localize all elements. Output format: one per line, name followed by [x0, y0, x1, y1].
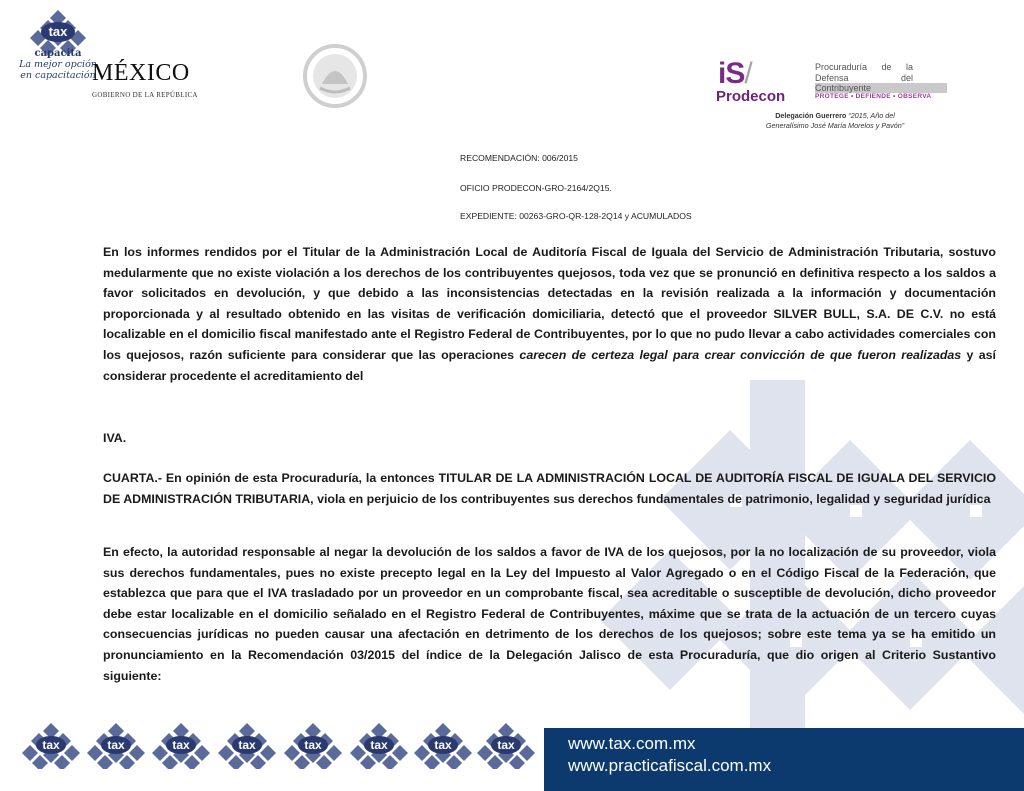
expediente-ref: EXPEDIENTE: 00263-GRO-QR-128-2Q14 y ACUMULADOS	[460, 211, 692, 221]
footer-tax-logo	[87, 721, 145, 769]
footer-logo-label: tax	[370, 738, 388, 752]
footer-tax-logo	[218, 721, 276, 769]
footer-tax-logo	[22, 721, 80, 769]
prodecon-is-logo	[718, 57, 752, 91]
prodecon-tagline: PROTEGE • DEFIENDE • OBSERVA	[815, 93, 932, 100]
delegacion-line2: Generalísimo José María Morelos y Pavón”	[765, 121, 905, 130]
tax-logo-caption	[18, 48, 98, 81]
oficio-ref: OFICIO PRODECON-GRO-2164/2Q15.	[460, 183, 612, 193]
delegacion-note	[740, 111, 930, 131]
tax-logo-word: capacita	[34, 48, 82, 59]
footer-tax-logo	[152, 721, 210, 769]
footer-url-practicafiscal[interactable]: www.practicafiscal.com.mx	[568, 756, 772, 775]
tax-logo-tagline-1: La mejor opción	[19, 59, 97, 70]
delegacion-rest: “2015, Año del	[846, 111, 895, 120]
footer-logo-label: tax	[434, 738, 452, 752]
paragraph-cuarta: CUARTA.- En opinión de esta Procuraduría, la entonces TITULAR DE LA ADMINISTRACIÓN LOCAL DE AUDITORÍA FISCAL DE IGUALA DEL SERVICIO DE ADMINISTRACIÓN TRIBUTARIA, viola en perjuicio de los contribuyentes sus derechos fundamentales de patrimonio, legalidad y seguridad jurídica	[103, 471, 996, 506]
paragraph-informes-a: En los informes rendidos por el Titular de la Administración Local de Auditoría Fiscal de Iguala del Servicio de Administración Tributaria, sostuvo medularmente que no existe violación a los derechos de los contribuyentes quejosos, toda vez que se pronunció en definitiva respecto a los saldos a favor solicitados en devolución, y que debido a las inconsistencias detectadas en la revisión realizada a la información y documentación proporcionada y al resultado obtenido en las visitas de verificación domiciliaria, detectó que el proveedor SILVER BULL, S.A. DE C.V. no está localizable en el domicilio fiscal manifestado ante el Registro Federal de Contribuyentes, por lo que no pudo llevar a cabo actividades comerciales con los quejosos, razón suficiente para considerar que las operaciones	[103, 245, 996, 362]
footer-tax-logo	[284, 721, 342, 769]
footer-logo-label: tax	[304, 738, 322, 752]
paragraph-informes-italic: carecen de certeza legal para crear convicción de que fueron realizadas	[519, 347, 962, 362]
gobierno-subtitle: GOBIERNO DE LA REPÚBLICA	[92, 91, 198, 99]
recomendacion-ref: RECOMENDACIÓN: 006/2015	[460, 153, 578, 163]
paragraph-informes	[103, 242, 996, 386]
prodecon-description: Procuraduría de la Defensa del Contribuyente	[815, 62, 913, 93]
footer-logo-label: tax	[238, 738, 256, 752]
prodecon-slash: /	[744, 57, 752, 90]
footer-logo-label: tax	[42, 738, 60, 752]
footer-tax-logo	[414, 721, 472, 769]
prodecon-is-text: iS	[718, 57, 745, 90]
prodecon-name: Prodecon	[716, 88, 786, 105]
tax-logo-brand: tax	[48, 24, 68, 39]
footer-logo-label: tax	[172, 738, 190, 752]
footer-logo-label: tax	[107, 738, 125, 752]
tax-logo-tagline-2: en capacitación	[20, 70, 96, 81]
footer-tax-logo	[350, 721, 408, 769]
delegacion-bold: Delegación Guerrero	[775, 111, 847, 120]
paragraph-en-efecto: En efecto, la autoridad responsable al negar la devolución de los saldos a favor de IVA de los quejosos, por la no localización de su proveedor, viola sus derechos fundamentales, pues no existe precepto legal en la Ley del Impuesto al Valor Agregado o en el Código Fiscal de la Federación, que establezca que para que el IVA trasladado por un proveedor en un comprobante fiscal, sea acreditable o susceptible de devolución, dicho proveedor debe estar localizable en el domicilio señalado en el Registro Federal de Contribuyentes, máxime que se trata de la actuación de un tercero cuyas consecuencias jurídicas no pueden causar una afectación en detrimento de los derechos de los quejosos; sobre este tema ya se ha emitido un pronunciamiento en la Recomendación 03/2015 del índice de la Delegación Jalisco de esta Procuraduría, que dio origen al Criterio Sustantivo siguiente:	[103, 545, 996, 683]
footer-logo-label: tax	[497, 738, 515, 752]
mexico-title: MÉXICO	[92, 60, 190, 86]
paragraph-iva: IVA.	[103, 431, 127, 445]
national-seal-icon	[290, 44, 380, 108]
paragraph-informes-b: y así considerar procedente el acreditamiento del	[103, 347, 996, 383]
footer-tax-logo	[477, 721, 535, 769]
footer-url-tax[interactable]: www.tax.com.mx	[568, 734, 696, 753]
